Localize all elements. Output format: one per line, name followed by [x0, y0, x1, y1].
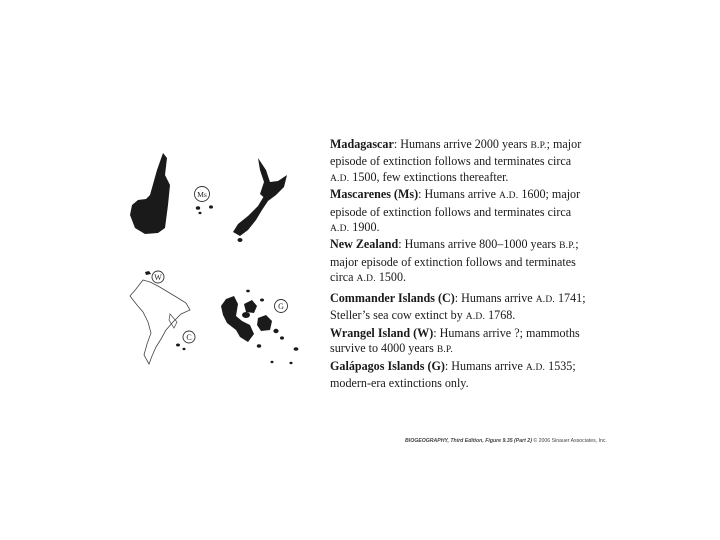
text-span: 1500. [375, 270, 407, 285]
new-zealand-entry [330, 237, 615, 254]
nz-stewart-island [238, 238, 243, 242]
wrangel-entry-line [330, 341, 615, 358]
wrangel-name: Wrangel Island (W) [330, 325, 434, 340]
mascarenes-island [199, 212, 202, 214]
mascarenes-island [196, 206, 200, 210]
madagascar-entry [330, 137, 615, 154]
wrangel-commander-map [130, 271, 195, 364]
galapagos-label: G [278, 302, 284, 311]
madagascar-entry-line [330, 170, 615, 187]
new-zealand-entry-line [330, 255, 615, 270]
mascarenes-map [195, 187, 214, 215]
ad-abbrev: A.D. [330, 224, 350, 235]
ad-abbrev: A.D. [535, 295, 555, 305]
commander-island [176, 344, 180, 347]
bp-abbrev: B.P. [436, 345, 453, 356]
text-span: : Humans arrive [444, 358, 526, 373]
credit-title: BIOGEOGRAPHY, Third Edition, Figure 9.35 (Part 2) [405, 438, 532, 444]
text-span: 1600; major [518, 187, 581, 202]
mascarenes-entry-line [330, 220, 615, 237]
upper-island-descriptions [330, 137, 615, 288]
santa-cruz-island [257, 315, 272, 331]
galapagos-entry [330, 359, 615, 376]
ad-abbrev: A.D. [356, 274, 376, 285]
commander-island [183, 348, 186, 350]
san-cristobal-island [294, 347, 299, 351]
wrangel-entry [330, 326, 615, 341]
figure-credit [405, 438, 607, 444]
commander-label: C [186, 333, 192, 342]
text-span: : Humans arrive ?; mammoths [433, 325, 580, 340]
mascarenes-name: Mascarenes (Ms) [330, 187, 419, 202]
text-span: : Humans arrive 800–1000 years [398, 237, 560, 252]
ad-abbrev: A.D. [465, 312, 486, 323]
madagascar-entry-line [330, 154, 615, 169]
text-span: major episode of extinction follows and terminates [330, 254, 576, 269]
text-span: 1535; [545, 358, 576, 373]
mascarenes-label: Ms [197, 190, 207, 199]
galapagos-name: Galápagos Islands (G) [330, 358, 445, 373]
text-span: circa [330, 270, 357, 285]
madagascar-name: Madagascar [330, 137, 394, 151]
mascarenes-entry [330, 187, 615, 204]
galapagos-map [221, 290, 298, 365]
mascarenes-entry-line [330, 205, 615, 220]
bp-abbrev: B.P. [559, 241, 576, 252]
ad-abbrev: A.D. [330, 173, 350, 184]
commander-name: Commander Islands (C) [330, 291, 455, 305]
text-span: ; major [546, 137, 582, 151]
wrangel-island [145, 271, 151, 275]
text-span: : Humans arrive 2000 years [393, 137, 531, 151]
text-span: : Humans arrive [418, 187, 500, 202]
fernandina-island [244, 300, 257, 313]
bp-abbrev: B.P. [530, 141, 547, 151]
text-span: 1900. [349, 220, 380, 235]
text-span: : Humans arrive [454, 291, 536, 305]
text-span: episode of extinction follows and terminates circa [330, 154, 572, 169]
new-zealand-name: New Zealand [330, 237, 399, 252]
commander-entry-line [330, 308, 615, 325]
text-span: 1741; [554, 291, 586, 305]
text-span: Steller’s sea cow extinct by [330, 308, 466, 323]
ad-abbrev: A.D. [525, 362, 546, 373]
credit-publisher: © 2006 Sinauer Associates, Inc. [531, 438, 607, 444]
nz-north-island [258, 158, 287, 201]
wrangel-label: W [154, 273, 162, 282]
text-span: modern-era extinctions only. [330, 376, 469, 391]
ad-abbrev: A.D. [499, 191, 519, 202]
madagascar-map [130, 153, 170, 234]
lower-island-descriptions [330, 291, 615, 391]
mascarenes-island [209, 205, 213, 208]
nz-south-island [233, 196, 268, 236]
text-span: survive to 4000 years [330, 341, 437, 356]
new-zealand-map [233, 158, 287, 242]
commander-entry [330, 291, 615, 308]
text-span: 1768. [485, 308, 516, 323]
text-span: 1500, few extinctions thereafter. [349, 169, 509, 184]
text-span: ; [575, 237, 579, 252]
kamchatka-outline [130, 280, 190, 364]
galapagos-entry-line [330, 376, 615, 391]
text-span: episode of extinction follows and terminates circa [330, 204, 572, 219]
new-zealand-entry-line [330, 270, 615, 287]
